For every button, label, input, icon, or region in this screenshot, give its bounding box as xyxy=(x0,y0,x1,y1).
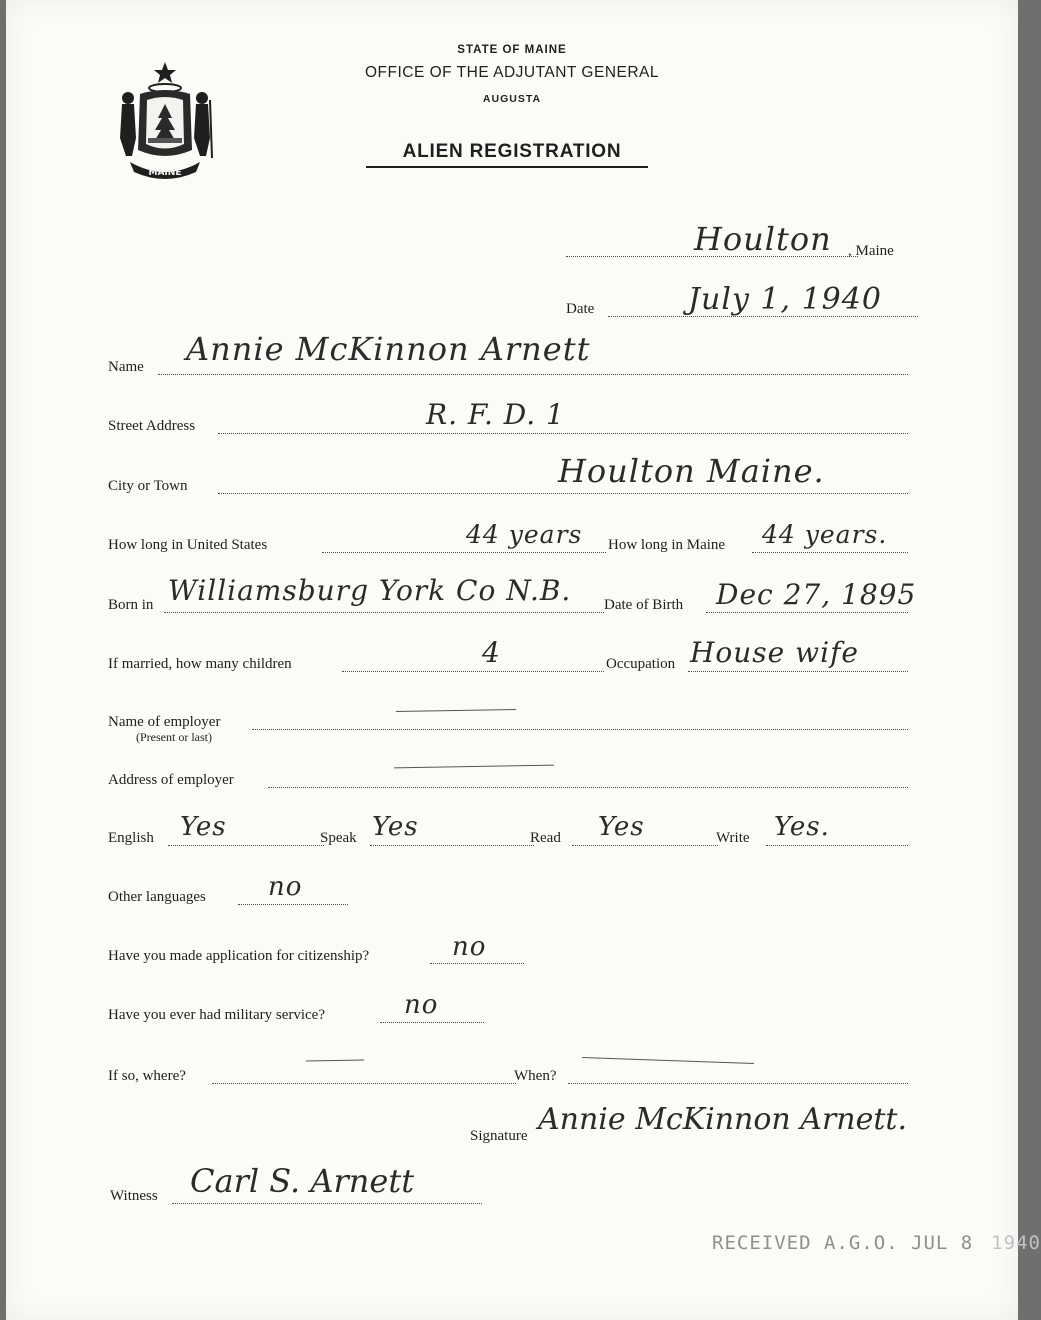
military-line xyxy=(380,1022,484,1023)
name-value: Annie McKinnon Arnett xyxy=(186,330,591,368)
name-line xyxy=(158,374,908,375)
street-label: Street Address xyxy=(108,418,196,434)
children-label: If married, how many children xyxy=(108,656,292,672)
employer-name-line xyxy=(252,729,908,730)
date-value: July 1, 1940 xyxy=(688,282,882,317)
witness-value: Carl S. Arnett xyxy=(190,1162,415,1200)
signature-value: Annie McKinnon Arnett. xyxy=(538,1102,908,1137)
occupation-value: House wife xyxy=(690,636,860,669)
write-value: Yes. xyxy=(774,812,830,842)
write-line xyxy=(766,845,908,846)
english-label: English xyxy=(108,830,154,846)
english-value: Yes xyxy=(180,812,227,842)
citizenship-label: Have you made application for citizenship? xyxy=(108,948,370,964)
street-line xyxy=(218,433,908,434)
witness-label: Witness xyxy=(110,1188,158,1204)
speak-value: Yes xyxy=(372,812,419,842)
employer-address-dash xyxy=(394,765,554,769)
born-value: Williamsburg York Co N.B. xyxy=(168,574,572,607)
read-label: Read xyxy=(530,830,561,846)
military-value: no xyxy=(404,990,439,1020)
other-languages-label: Other languages xyxy=(108,889,206,905)
when-dash xyxy=(582,1057,754,1064)
employer-name-sublabel: (Present or last) xyxy=(136,730,212,744)
page-title: ALIEN REGISTRATION xyxy=(402,141,622,162)
employer-name-label: Name of employer xyxy=(108,714,221,730)
children-line xyxy=(342,671,604,672)
city-value: Houlton Maine. xyxy=(558,452,825,490)
name-label: Name xyxy=(108,359,144,375)
employer-address-label: Address of employer xyxy=(108,772,234,788)
speak-line xyxy=(370,845,534,846)
city-line xyxy=(218,493,908,494)
where-dash xyxy=(306,1059,364,1061)
employer-name-dash xyxy=(396,709,516,712)
employer-address-line xyxy=(268,787,908,788)
header-office: OFFICE OF THE ADJUTANT GENERAL xyxy=(364,64,660,81)
header-city: AUGUSTA xyxy=(482,93,542,105)
other-languages-line xyxy=(238,904,348,905)
children-value: 4 xyxy=(482,636,501,669)
born-label: Born in xyxy=(108,597,154,613)
read-value: Yes xyxy=(598,812,645,842)
town-value: Houlton xyxy=(694,220,832,258)
seal-text: MAINE xyxy=(148,168,182,178)
title-underline xyxy=(366,166,648,168)
received-stamp-year: 1940 xyxy=(991,1232,1041,1254)
read-line xyxy=(572,845,718,846)
document-page xyxy=(6,0,1041,1320)
citizenship-value: no xyxy=(452,932,487,962)
us-duration-label: How long in United States xyxy=(108,537,268,553)
when-line xyxy=(568,1083,908,1084)
born-line xyxy=(164,612,604,613)
where-line xyxy=(212,1083,516,1084)
header-state: STATE OF MAINE xyxy=(457,44,567,56)
citizenship-line xyxy=(430,963,524,964)
military-label: Have you ever had military service? xyxy=(108,1007,325,1023)
maine-duration-value: 44 years. xyxy=(762,520,888,549)
received-stamp xyxy=(712,1232,1041,1254)
english-line xyxy=(168,845,324,846)
dob-line xyxy=(706,612,908,613)
speak-label: Speak xyxy=(320,830,357,846)
other-languages-value: no xyxy=(268,872,303,902)
occupation-line xyxy=(688,671,908,672)
date-label: Date xyxy=(566,301,595,317)
dob-label: Date of Birth xyxy=(604,597,684,613)
city-label: City or Town xyxy=(108,478,188,494)
street-value: R. F. D. 1 xyxy=(426,398,565,431)
us-duration-value: 44 years xyxy=(466,520,583,549)
maine-duration-line xyxy=(752,552,908,553)
maine-duration-label: How long in Maine xyxy=(608,537,726,553)
witness-line xyxy=(172,1203,482,1204)
write-label: Write xyxy=(716,830,750,846)
where-label: If so, where? xyxy=(108,1068,186,1084)
occupation-label: Occupation xyxy=(606,656,676,672)
us-duration-line xyxy=(322,552,606,553)
when-label: When? xyxy=(514,1068,557,1084)
received-stamp-text: RECEIVED A.G.O. JUL 8 xyxy=(712,1232,974,1254)
signature-label: Signature xyxy=(470,1128,528,1144)
town-label: , Maine xyxy=(848,243,894,259)
dob-value: Dec 27, 1895 xyxy=(716,578,917,611)
